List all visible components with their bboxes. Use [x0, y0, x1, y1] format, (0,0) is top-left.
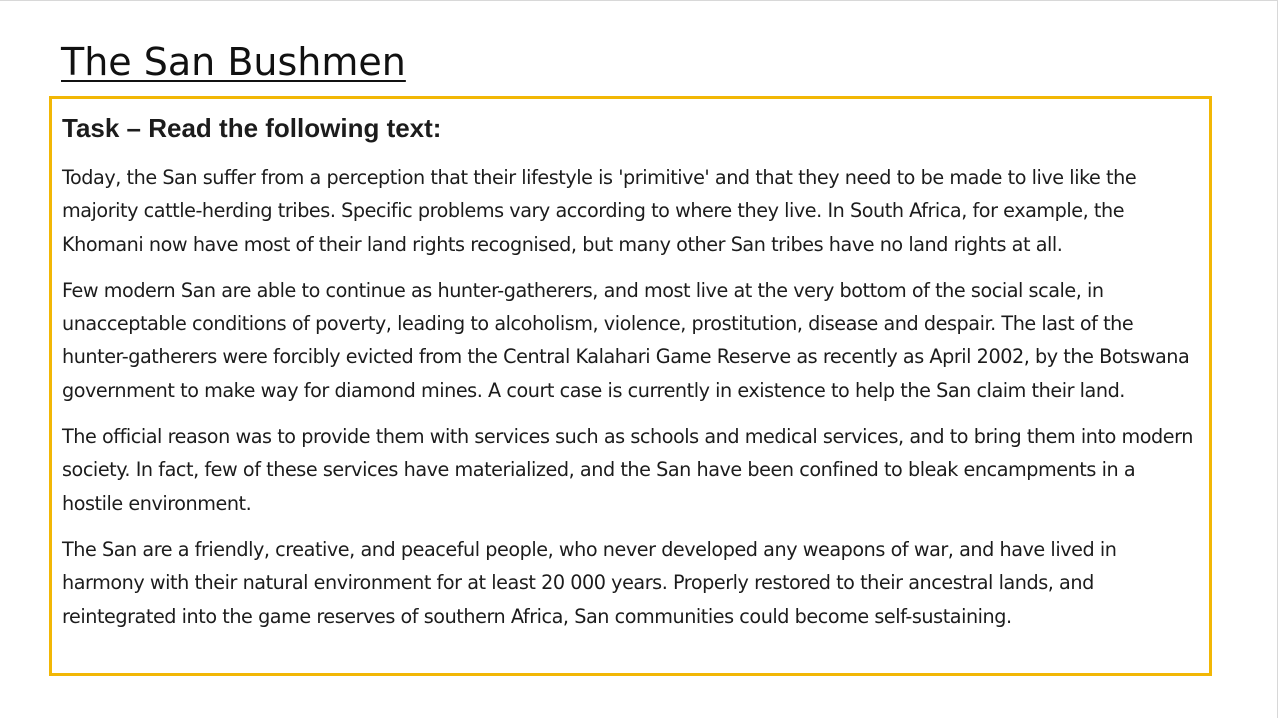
task-box — [49, 96, 1212, 676]
paragraph-4: The San are a friendly, creative, and peaceful people, who never developed any weapons of war, and have lived in harmony with their natural environment for at least 20 000 years. Properly restored to their ancestral lands, and reintegrated into the game reserves of southern Africa, San communities could become self-sustaining. — [62, 537, 1117, 628]
page-title: The San Bushmen — [61, 40, 406, 84]
paragraph-1: Today, the San suffer from a perception that their lifestyle is 'primitive' and that they need to be made to live like the majority cattle-herding tribes. Specific problems vary according to where they live. In South Africa, for example, the Khomani now have most of their land rights recognised, but many other San tribes have no land rights at all. — [62, 166, 1137, 256]
task-heading: Task – Read the following text: — [62, 113, 442, 143]
paragraph-2: Few modern San are able to continue as hunter-gatherers, and most live at the very bottom of the social scale, in unacceptable conditions of poverty, leading to alcoholism, violence, prostitution, disease and despair. The last of the hunter-gatherers were forcibly evicted from the Central Kalahari Game Reserve as recently as April 2002, by the Botswana government to make way for diamond mines. A court case is currently in existence to help the San claim their land. — [62, 278, 1190, 402]
paragraph-3: The official reason was to provide them with services such as schools and medical services, and to bring them into modern society. In fact, few of these services have materialized, and the San have been confined to bleak encampments in a hostile environment. — [62, 425, 1193, 515]
